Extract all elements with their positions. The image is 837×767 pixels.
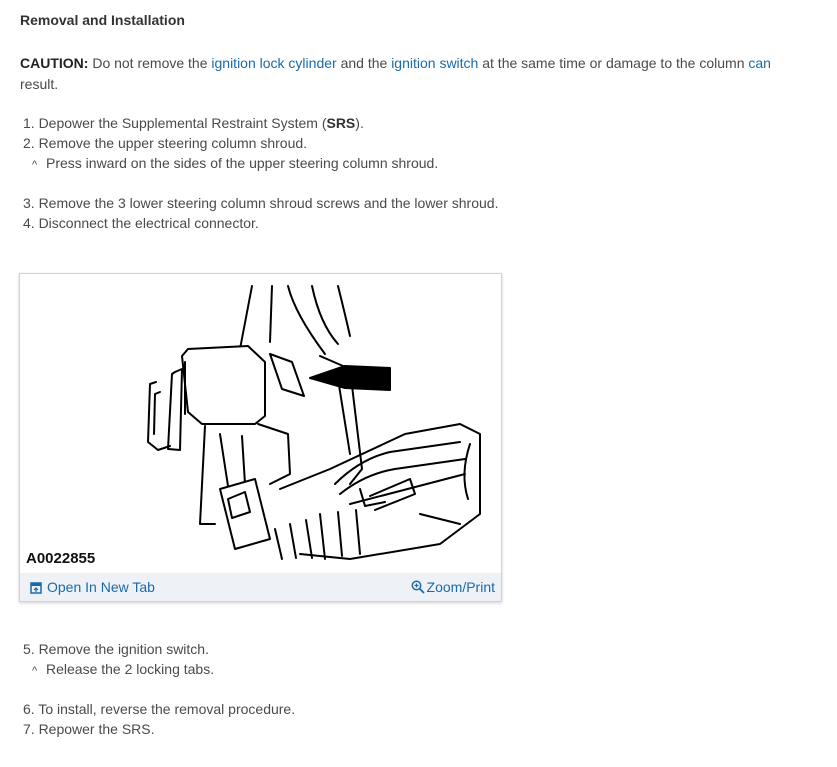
step-3: 3. Remove the 3 lower steering column shroud screws and the lower shroud.	[23, 195, 499, 211]
open-new-tab-icon	[30, 582, 42, 594]
step-5: 5. Remove the ignition switch.	[23, 641, 209, 657]
magnifier-icon	[411, 580, 425, 594]
step-5-substep	[32, 661, 214, 677]
page-title: Removal and Installation	[20, 12, 185, 28]
step-2: 2. Remove the upper steering column shroud.	[23, 135, 308, 151]
open-in-new-tab-link[interactable]	[30, 579, 155, 595]
substep-text: Press inward on the sides of the upper steering column shroud.	[46, 155, 439, 171]
link-ignition-lock-cylinder[interactable]: ignition lock cylinder	[211, 55, 337, 71]
zoom-print-link[interactable]	[411, 579, 495, 595]
figure-toolbar	[20, 573, 501, 601]
link-ignition-switch[interactable]: ignition switch	[391, 55, 479, 71]
caution-text: result.	[20, 76, 59, 92]
step-1	[23, 115, 364, 131]
step-6: 6. To install, reverse the removal procedure.	[23, 701, 296, 717]
step-text: ).	[355, 115, 364, 131]
step-4: 4. Disconnect the electrical connector.	[23, 215, 259, 231]
caution-label: CAUTION:	[20, 55, 89, 71]
step-7: 7. Repower the SRS.	[23, 721, 155, 737]
figure-id: A0022855	[26, 550, 96, 567]
srs-abbrev: SRS	[326, 115, 356, 131]
open-in-new-tab-label: Open In New Tab	[47, 579, 155, 595]
zoom-print-label: Zoom/Print	[426, 579, 495, 595]
caret-marker: ^	[32, 665, 38, 677]
caution-text: Do not remove the	[88, 55, 212, 71]
step-2-substep	[32, 155, 438, 171]
substep-text: Release the 2 locking tabs.	[46, 661, 215, 677]
caution-text: and the	[336, 55, 392, 71]
caret-marker: ^	[32, 159, 38, 171]
caution-note	[20, 53, 810, 95]
link-can[interactable]: can	[748, 55, 771, 71]
figure-panel	[19, 273, 502, 602]
step-text: 1. Depower the Supplemental Restraint System (	[23, 115, 327, 131]
caution-text: at the same time or damage to the column	[478, 55, 749, 71]
ignition-switch-illustration	[20, 274, 501, 573]
